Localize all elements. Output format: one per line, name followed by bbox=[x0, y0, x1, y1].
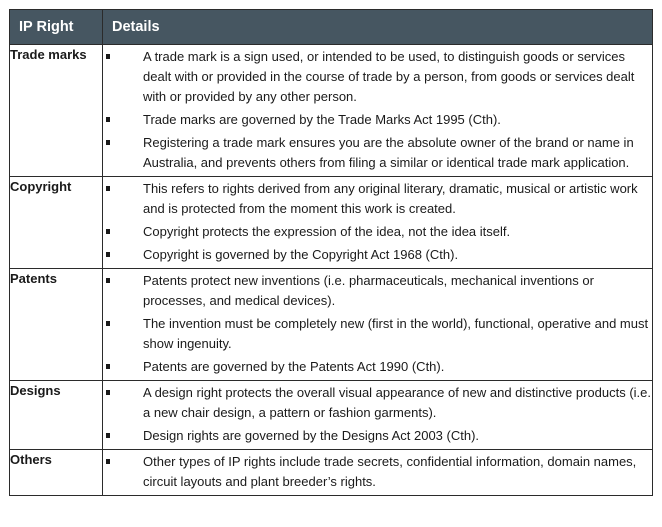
ip-right-name: Trade marks bbox=[10, 45, 103, 177]
table-row-trade-marks bbox=[10, 45, 653, 177]
square-bullet-icon bbox=[106, 278, 110, 283]
ip-right-details bbox=[103, 45, 653, 177]
list-item bbox=[103, 133, 652, 173]
square-bullet-icon bbox=[106, 433, 110, 438]
detail-text: Trade marks are governed by the Trade Marks Act 1995 (Cth). bbox=[143, 112, 501, 127]
list-item bbox=[103, 110, 652, 130]
square-bullet-icon bbox=[106, 117, 110, 122]
list-item bbox=[103, 357, 652, 377]
table-row-others bbox=[10, 450, 653, 496]
list-item bbox=[103, 271, 652, 311]
detail-text: Other types of IP rights include trade secrets, confidential information, domain names, circuit layouts and plant breeder’s rights. bbox=[143, 454, 637, 489]
table-row-designs bbox=[10, 381, 653, 450]
ip-right-details bbox=[103, 381, 653, 450]
detail-text: A trade mark is a sign used, or intended to be used, to distinguish goods or services dealt with or provided in the course of trade by a person, from goods or services dealt with or provided by any other person. bbox=[143, 49, 635, 104]
column-header-ip-right: IP Right bbox=[10, 10, 103, 45]
square-bullet-icon bbox=[106, 321, 110, 326]
detail-text: Design rights are governed by the Designs Act 2003 (Cth). bbox=[143, 428, 480, 443]
square-bullet-icon bbox=[106, 54, 110, 59]
detail-text: Registering a trade mark ensures you are the absolute owner of the brand or name in Australia, and prevents others from filing a similar or identical trade mark application. bbox=[143, 135, 634, 170]
square-bullet-icon bbox=[106, 364, 110, 369]
list-item bbox=[103, 245, 652, 265]
square-bullet-icon bbox=[106, 186, 110, 191]
ip-right-details bbox=[103, 450, 653, 496]
list-item bbox=[103, 222, 652, 242]
details-list bbox=[103, 452, 652, 492]
details-list bbox=[103, 383, 652, 446]
square-bullet-icon bbox=[106, 459, 110, 464]
detail-text: Patents protect new inventions (i.e. pharmaceuticals, mechanical inventions or processes, and medical devices). bbox=[143, 273, 594, 308]
ip-right-name: Others bbox=[10, 450, 103, 496]
details-list bbox=[103, 179, 652, 265]
detail-text: The invention must be completely new (first in the world), functional, operative and must show ingenuity. bbox=[143, 316, 649, 351]
list-item bbox=[103, 426, 652, 446]
details-list bbox=[103, 271, 652, 377]
table-row-copyright bbox=[10, 177, 653, 269]
ip-right-details bbox=[103, 177, 653, 269]
detail-text: A design right protects the overall visual appearance of new and distinctive products (i.e. a new chair design, a pattern or fashion garments). bbox=[143, 385, 652, 420]
table-header-row bbox=[10, 10, 653, 45]
list-item bbox=[103, 47, 652, 107]
column-header-details: Details bbox=[103, 10, 653, 45]
detail-text: Copyright protects the expression of the idea, not the idea itself. bbox=[143, 224, 511, 239]
square-bullet-icon bbox=[106, 252, 110, 257]
list-item bbox=[103, 383, 652, 423]
ip-right-details bbox=[103, 269, 653, 381]
table-row-patents bbox=[10, 269, 653, 381]
ip-right-name: Copyright bbox=[10, 177, 103, 269]
ip-right-name: Patents bbox=[10, 269, 103, 381]
square-bullet-icon bbox=[106, 140, 110, 145]
square-bullet-icon bbox=[106, 390, 110, 395]
list-item bbox=[103, 179, 652, 219]
detail-text: This refers to rights derived from any original literary, dramatic, musical or artistic work and is protected from the moment this work is created. bbox=[143, 181, 638, 216]
ip-right-name: Designs bbox=[10, 381, 103, 450]
detail-text: Copyright is governed by the Copyright Act 1968 (Cth). bbox=[143, 247, 459, 262]
ip-rights-table bbox=[9, 9, 653, 496]
list-item bbox=[103, 314, 652, 354]
square-bullet-icon bbox=[106, 229, 110, 234]
detail-text: Patents are governed by the Patents Act 1990 (Cth). bbox=[143, 359, 445, 374]
list-item bbox=[103, 452, 652, 492]
details-list bbox=[103, 47, 652, 173]
